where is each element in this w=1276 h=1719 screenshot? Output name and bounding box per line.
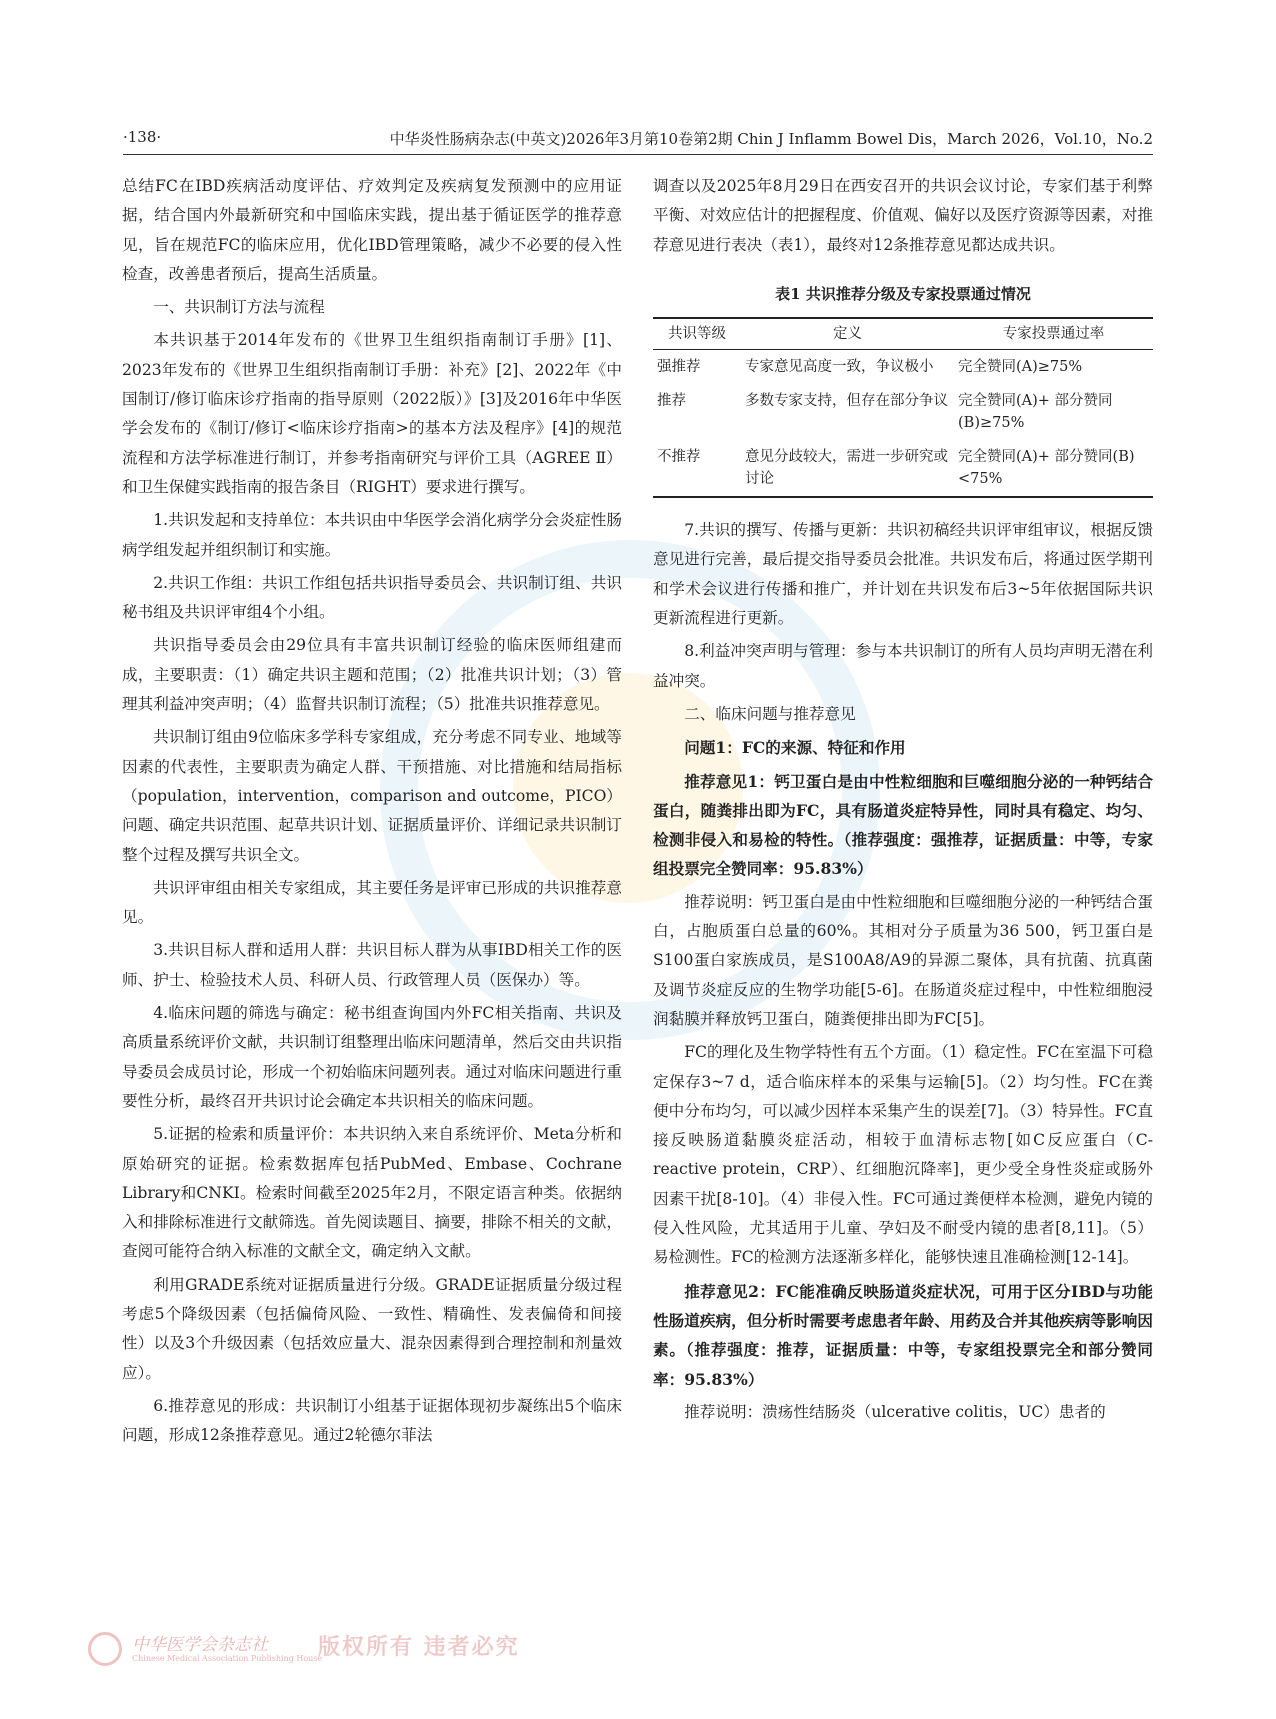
paragraph: 4.临床问题的筛选与确定：秘书组查询国内外FC相关指南、共识及高质量系统评价文献，共识制订组整理出临床问题清单，然后交由共识指导委员会成员讨论，形成一个初始临床问题列表。通过对临床问题进行重要性分析，最终召开共识讨论会确定本共识相关的临床问题。: [122, 1004, 622, 1110]
copyright-mark: 版权所有 违者必究: [318, 1634, 520, 1660]
recommendation: 推荐意见1：钙卫蛋白是由中性粒细胞和巨噬细胞分泌的一种钙结合蛋白，随粪排出即为FC，具有肠道炎症特异性，同时具有稳定、均匀、检测非侵入和易检的特性。（推荐强度：强推荐，证据质量：中等，专家组投票完全赞同率：95.83%）: [653, 771, 1153, 879]
table-header: 共识等级: [668, 326, 726, 343]
table-cell: 不推荐: [657, 449, 701, 466]
paragraph: 2.共识工作组：共识工作组包括共识指导委员会、共识制订组、共识秘书组及共识评审组4个小组。: [122, 573, 622, 622]
recommendation: 推荐意见2：FC能准确反映肠道炎症状况，可用于区分IBD与功能性肠道疾病，但分析时需要考虑患者年龄、用药及合并其他疾病等影响因素。（推荐强度：推荐，证据质量：中等，专家组投票完全和部分赞同率：95.83%）: [653, 1281, 1153, 1389]
section-heading: 一、共识制订方法与流程: [153, 298, 325, 317]
left-column: [122, 172, 622, 1454]
paragraph: 8.利益冲突声明与管理：参与本共识制订的所有人员均声明无潜在利益冲突。: [653, 642, 1153, 690]
page-number: ·138·: [123, 128, 162, 146]
paragraph: 3.共识目标人群和适用人群：共识目标人群为从事IBD相关工作的医师、护士、检验技术人员、科研人员、行政管理人员（医保办）等。: [122, 941, 622, 989]
table-cell: 完全赞同(A)+ 部分赞同(B)≥75%: [958, 393, 1113, 432]
table-cell: 专家意见高度一致，争议极小: [745, 359, 934, 376]
table-cell: 强推荐: [657, 359, 701, 376]
table-cell: 意见分歧较大，需进一步研究或讨论: [745, 449, 948, 488]
table-header: 定义: [833, 326, 862, 343]
table-cell: 多数专家支持，但存在部分争议: [745, 393, 948, 410]
paragraph: 共识制订组由9位临床多学科专家组成，充分考虑不同专业、地域等因素的代表性，主要职责为确定人群、干预措施、对比措施和结局指标（population，intervention，comparison and outcome，PICO）问题、确定共识范围、起草共识计划、证据质量评价、详细记录共识制订整个过程及撰写共识全文。: [122, 728, 622, 864]
paragraph: 共识指导委员会由29位具有丰富共识制订经验的临床医师组建而成，主要职责：（1）确定共识主题和范围；（2）批准共识计划；（3）管理其利益冲突声明；（4）监督共识制订流程；（5）批准共识推荐意见。: [122, 636, 622, 714]
paragraph: 5.证据的检索和质量评价：本共识纳入来自系统评价、Meta分析和原始研究的证据。检索数据库包括PubMed、Embase、Cochrane Library和CNKI。检索时间截至2025年2月，不限定语言种类。依据纳入和排除标准进行文献筛选。首先阅读题目、摘要，排除不相关的文献，查阅可能符合纳入标准的文献全文，确定纳入文献。: [122, 1125, 622, 1261]
table-cell: 完全赞同(A)+ 部分赞同(B)<75%: [958, 449, 1135, 488]
recommendation-explanation: 推荐说明：溃疡性结肠炎（ulcerative colitis，UC）患者的: [684, 1402, 1106, 1421]
paragraph: 6.推荐意见的形成：共识制订小组基于证据体现初步凝练出5个临床问题，形成12条推荐意见。通过2轮德尔菲法: [122, 1396, 622, 1445]
right-column: [653, 172, 1153, 1431]
publisher-name-en: Chinese Medical Association Publishing House: [132, 1654, 323, 1663]
table-cell: 推荐: [657, 393, 686, 410]
table-header: 专家投票通过率: [1002, 326, 1105, 343]
paragraph: 利用GRADE系统对证据质量进行分级。GRADE证据质量分级过程考虑5个降级因素（包括偏倚风险、一致性、精确性、发表偏倚和间接性）以及3个升级因素（包括效应量大、混杂因素得到合理控制和剂量效应）。: [122, 1275, 622, 1382]
recommendation-explanation: 推荐说明：钙卫蛋白是由中性粒细胞和巨噬细胞分泌的一种钙结合蛋白，占胞质蛋白总量的60%。其相对分子质量为36 500，钙卫蛋白是S100蛋白家族成员，是S100A8/A9的异源二聚体，具有抗菌、抗真菌及调节炎症反应的生物学功能[5-6]。在肠道炎症过程中，中性粒细胞浸润黏膜并释放钙卫蛋白，随粪便排出即为FC[5]。: [653, 892, 1153, 1028]
publisher-logo: [88, 1630, 568, 1670]
journal-citation: 中华炎性肠病杂志(中英文)2026年3月第10卷第2期 Chin J Inflamm Bowel Dis，March 2026，Vol.10，No.2: [389, 130, 1153, 148]
table-row: [653, 440, 1153, 497]
paragraph: 1.共识发起和支持单位：本共识由中华医学会消化病学分会炎症性肠病学组发起并组织制订和实施。: [122, 511, 622, 559]
paragraph: FC的理化及生物学特性有五个方面。（1）稳定性。FC在室温下可稳定保存3~7 d，适合临床样本的采集与运输[5]。（2）均匀性。FC在粪便中分布均匀，可以减少因样本采集产生的误差[7]。（3）特异性。FC直接反映肠道黏膜炎症活动，相较于血清标志物[如C反应蛋白（C-reactive protein，CRP）、红细胞沉降率]，更少受全身性炎症或肠外因素干扰[8-10]。（4）非侵入性。FC可通过粪便样本检测，避免内镜的侵入性风险，尤其适用于儿童、孕妇及不耐受内镜的患者[8,11]。（5）易检测性。FC的检测方法逐渐多样化，能够快速且准确检测[12-14]。: [653, 1043, 1153, 1267]
paragraph: 总结FC在IBD疾病活动度评估、疗效判定及疾病复发预测中的应用证据，结合国内外最新研究和中国临床实践，提出基于循证医学的推荐意见，旨在规范FC的临床应用，优化IBD管理策略，减少不必要的侵入性检查，改善患者预后，提高生活质量。: [122, 177, 622, 283]
paragraph: 7.共识的撰写、传播与更新：共识初稿经共识评审组审议，根据反馈意见进行完善，最后提交指导委员会批准。共识发布后，将通过医学期刊和学术会议进行传播和推广，并计划在共识发布后3~5年依据国际共识更新流程进行更新。: [653, 521, 1153, 628]
table-row: [653, 384, 1153, 440]
consensus-grade-table: [653, 317, 1153, 498]
flower-logo-icon: [88, 1632, 122, 1666]
table-title: 表1 共识推荐分级及专家投票通过情况: [775, 284, 1031, 303]
publisher-name: 中华医学会杂志社: [132, 1635, 268, 1655]
question-heading: 问题1：FC的来源、特征和作用: [684, 738, 906, 758]
running-header: [123, 126, 1153, 155]
paragraph: 本共识基于2014年发布的《世界卫生组织指南制订手册》[1]、2023年发布的《世界卫生组织指南制订手册：补充》[2]、2022年《中国制订/修订临床诊疗指南的指导原则（2022版）》[3]及2016年中华医学会发布的《制订/修订<临床诊疗指南>的基本方法及程序》[4]的规范流程和方法学标准进行制订，并参考指南研究与评价工具（AGREE Ⅱ）和卫生保健实践指南的报告条目（RIGHT）要求进行撰写。: [122, 331, 622, 496]
section-heading: 二、临床问题与推荐意见: [684, 704, 856, 723]
table-row: [653, 350, 1153, 385]
paragraph: 调查以及2025年8月29日在西安召开的共识会议讨论，专家们基于利弊平衡、对效应估计的把握程度、价值观、偏好以及医疗资源等因素，对推荐意见进行表决（表1），最终对12条推荐意见都达成共识。: [653, 177, 1153, 254]
paragraph: 共识评审组由相关专家组成，其主要任务是评审已形成的共识推荐意见。: [122, 878, 622, 927]
table-cell: 完全赞同(A)≥75%: [958, 359, 1083, 376]
